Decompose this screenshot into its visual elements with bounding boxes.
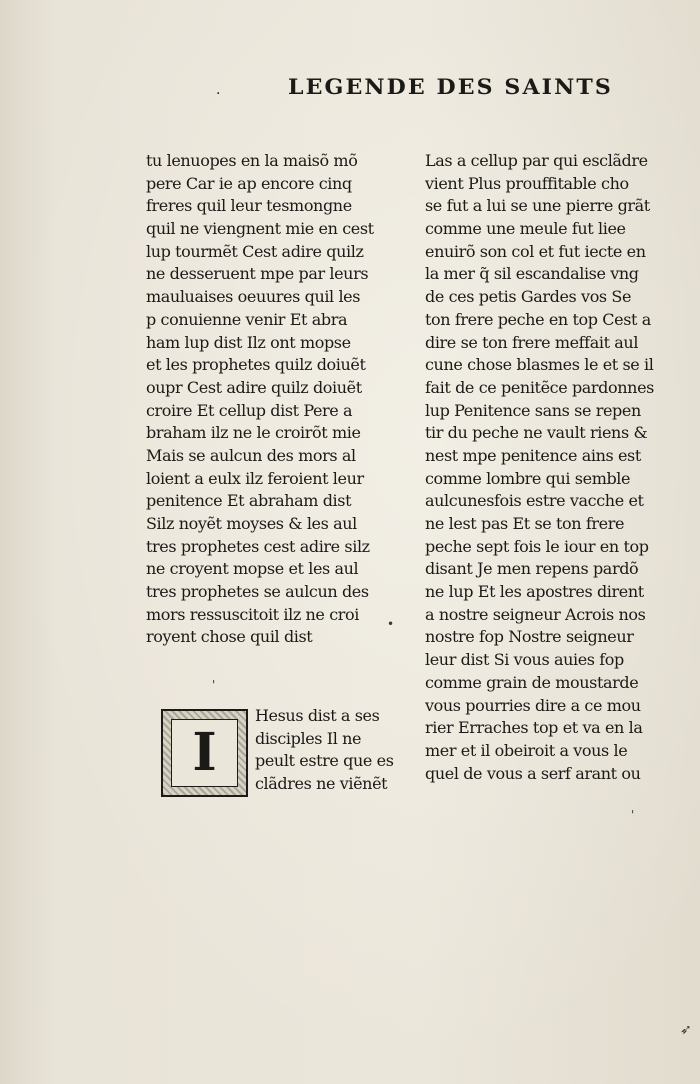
left-column xyxy=(146,150,386,649)
text-line: royent chose quil dist xyxy=(146,627,313,647)
text-line: fait de ce penitẽce pardonnes xyxy=(425,377,654,397)
text-line: Mais se aulcun des mors al xyxy=(146,445,356,465)
initial-frame xyxy=(171,719,238,787)
text-line: quel de vous a serf arant ou xyxy=(425,763,641,783)
text-line: braham ilz ne le croirõt mie xyxy=(146,423,361,443)
text-line: disciples Il ne xyxy=(255,728,362,748)
text-line: tu lenuopes en la maisõ mõ xyxy=(146,151,358,170)
right-column xyxy=(425,150,660,785)
text-line: cune chose blasmes le et se il xyxy=(425,355,654,375)
text-line: lup tourmẽt Cest adire quilz xyxy=(146,241,364,261)
text-line: mors ressuscitoit ilz ne croi xyxy=(146,604,359,624)
text-line: tir du peche ne vault riens & xyxy=(425,423,648,443)
text-line: loient a eulx ilz feroient leur xyxy=(146,468,364,488)
text-line: ne desseruent mpe par leurs xyxy=(146,264,369,284)
text-line: a nostre seigneur Acrois nos xyxy=(425,604,646,624)
text-line: ne lest pas Et se ton frere xyxy=(425,514,625,533)
initial-paragraph xyxy=(255,705,394,796)
initial-letter: I xyxy=(192,722,217,783)
text-line: lup Penitence sans se repen xyxy=(425,400,641,420)
text-line: pere Car ie ap encore cinq xyxy=(146,173,352,193)
text-line: comme lombre qui semble xyxy=(425,468,631,488)
text-line: ne lup Et les apostres dirent xyxy=(425,582,644,602)
text-line: Las a cellup par qui esclãdre xyxy=(425,151,648,170)
margin-dot: • xyxy=(387,617,395,631)
text-line: quil ne viengnent mie en cest xyxy=(146,219,374,239)
text-line: disant Je men repens pardõ xyxy=(425,559,639,579)
text-line: comme une meule fut liee xyxy=(425,219,626,239)
page-edge-mark: ➶ xyxy=(680,1022,692,1038)
text-line: p conuienne venir Et abra xyxy=(146,309,348,329)
text-line: Silz noyẽt moyses & les aul xyxy=(146,514,357,533)
printer-dot: . xyxy=(216,82,221,98)
running-head: LEGENDE DES SAINTS xyxy=(288,74,613,99)
text-line: leur dist Si vous auies fop xyxy=(425,650,624,670)
text-line: clãdres ne viẽnẽt xyxy=(255,774,388,794)
decorated-initial xyxy=(161,709,248,797)
text-line: tres prophetes se aulcun des xyxy=(146,582,369,602)
text-line: Hesus dist a ses xyxy=(255,706,380,725)
text-line: dire se ton frere meffait aul xyxy=(425,332,639,352)
text-line: enuirõ son col et fut iecte en xyxy=(425,241,646,261)
text-line: oupr Cest adire quilz doiuẽt xyxy=(146,377,362,397)
text-line: la mer q̃ sil escandalise vng xyxy=(425,264,639,284)
text-line: tres prophetes cest adire silz xyxy=(146,536,370,556)
text-line: ham lup dist Ilz ont mopse xyxy=(146,332,351,352)
text-line: mauluaises oeuures quil les xyxy=(146,287,361,307)
text-line: peche sept fois le iour en top xyxy=(425,536,649,556)
margin-tick: ' xyxy=(631,808,635,822)
text-line: ton frere peche en top Cest a xyxy=(425,309,651,329)
text-line: vous pourries dire a ce mou xyxy=(425,695,641,715)
text-line: freres quil leur tesmongne xyxy=(146,196,352,216)
text-line: et les prophetes quilz doiuẽt xyxy=(146,355,366,375)
text-line: aulcunesfois estre vacche et xyxy=(425,491,644,511)
text-line: rier Erraches top et va en la xyxy=(425,718,643,738)
text-line: vient Plus prouffitable cho xyxy=(425,173,629,193)
margin-tick: ' xyxy=(212,678,216,692)
text-line: se fut a lui se une pierre grãt xyxy=(425,196,650,216)
text-line: mer et il obeiroit a vous le xyxy=(425,740,628,760)
text-line: comme grain de moustarde xyxy=(425,672,639,692)
text-line: penitence Et abraham dist xyxy=(146,491,352,511)
text-line: nostre fop Nostre seigneur xyxy=(425,627,634,647)
text-line: peult estre que es xyxy=(255,751,394,771)
text-line: croire Et cellup dist Pere a xyxy=(146,400,353,420)
text-line: nest mpe penitence ains est xyxy=(425,445,641,465)
text-line: ne croyent mopse et les aul xyxy=(146,559,359,579)
text-line: de ces petis Gardes vos Se xyxy=(425,287,632,307)
